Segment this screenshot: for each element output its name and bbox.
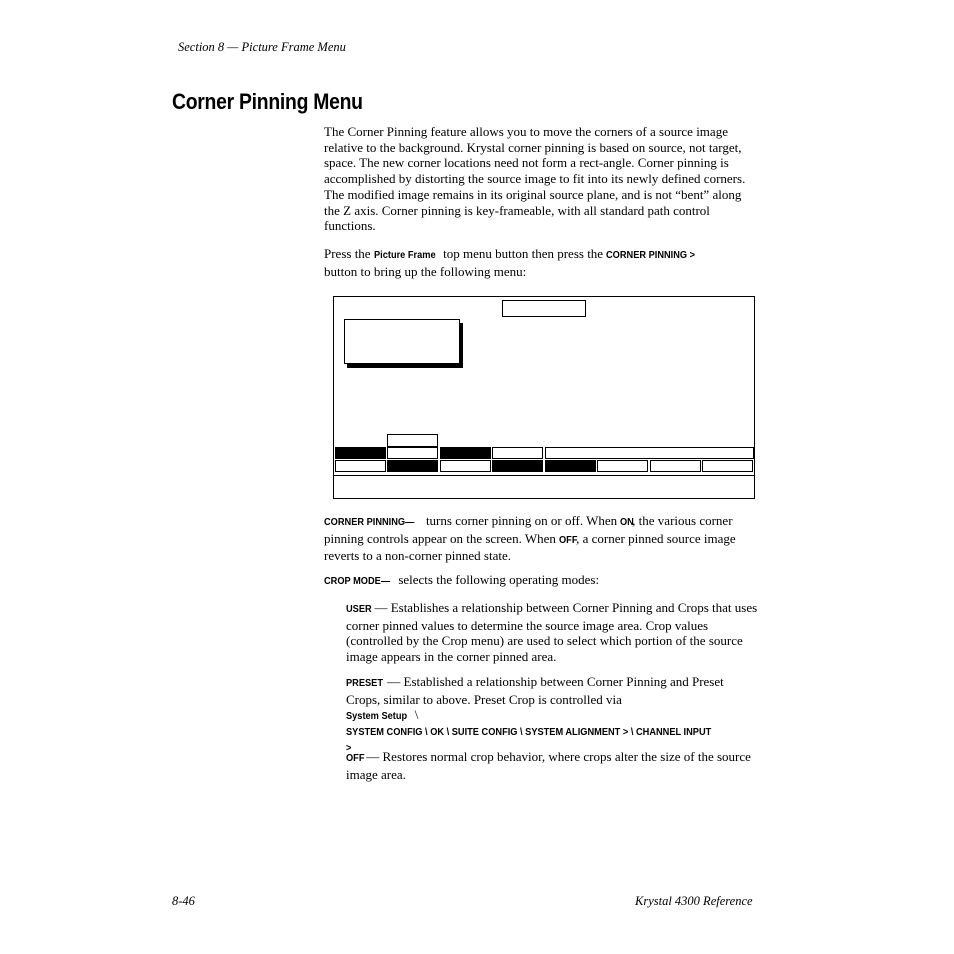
user-text: — Establishes a relationship between Corner Pinning and Crops that uses corner pinned values to determine the source image area. Crop values (controlled by the Crop menu) are used to select which portion of the source image appears in the corner pinned area. <box>346 600 758 665</box>
press-instructions <box>324 246 759 279</box>
menu-button[interactable] <box>545 460 596 472</box>
menu-tab-top <box>387 434 438 447</box>
menu-button-wide[interactable] <box>545 447 754 459</box>
user-term: USER <box>346 603 372 615</box>
corner-pinning-text-3: , a corner pinned source image reverts to a non-corner pinned state. <box>324 530 736 564</box>
corner-pinning-description <box>324 513 759 564</box>
off-term: OFF <box>559 533 578 546</box>
corner-pinning-menu-figure <box>333 296 755 499</box>
on-term: ON <box>620 516 635 528</box>
menu-title-box <box>502 300 586 317</box>
off-mode-text: — Restores normal crop behavior, where crops alter the size of the source image area. <box>346 749 751 782</box>
preset-mode-description <box>346 674 759 757</box>
picture-frame-button-ref: Picture Frame <box>373 249 436 261</box>
page-number: 8-46 <box>172 894 195 908</box>
press-text-1: Press the <box>324 246 374 261</box>
menu-button[interactable] <box>492 460 543 472</box>
menu-button[interactable] <box>597 460 648 472</box>
menu-button[interactable] <box>387 460 438 472</box>
corner-pinning-term: CORNER PINNING— <box>324 516 415 528</box>
page-title: Corner Pinning Menu <box>172 89 363 114</box>
menu-button[interactable] <box>440 460 491 472</box>
off-mode-description <box>346 749 759 782</box>
corner-pinning-text-1: turns corner pinning on or off. When <box>422 513 621 528</box>
menu-button[interactable] <box>440 447 491 459</box>
corner-pinning-button-ref: CORNER PINNING > <box>606 249 696 261</box>
user-mode-description <box>346 600 759 665</box>
menu-info-panel <box>344 319 460 364</box>
path-separator: \ <box>411 707 419 723</box>
menu-button[interactable] <box>335 447 386 459</box>
menu-button[interactable] <box>492 447 543 459</box>
menu-button[interactable] <box>335 460 386 472</box>
corner-pinning-text-2: , the various corner pinning controls appear on the screen. When <box>324 513 733 546</box>
book-title: Krystal 4300 Reference <box>635 894 753 908</box>
press-text-2: top menu button then press the <box>439 246 607 261</box>
preset-term: PRESET <box>346 677 383 689</box>
system-config-path: SYSTEM CONFIG \ OK \ SUITE CONFIG \ SYSTEM ALIGNMENT > \ CHANNEL INPUT > <box>346 726 712 754</box>
preset-text: — Established a relationship between Corner Pinning and Preset Crops, similar to above. Preset Crop is controlled via <box>346 674 724 707</box>
press-text-3: button to bring up the following menu: <box>324 263 527 279</box>
crop-mode-text: selects the following operating modes: <box>395 572 600 587</box>
intro-text: The Corner Pinning feature allows you to move the corners of a source image relative to the background. Krystal corner pinning is based on source, not target, space. The new corner locations need not form a rect-angle. Corner pinning is accomplished by distorting the source image to fit into its newly defined corners. The modified image remains in its original source plane, and is not “bent” along the Z axis. Corner pinning is key-frameable, with all standard path control functions. <box>324 124 746 234</box>
running-head: Section 8 — Picture Frame Menu <box>178 40 346 54</box>
menu-button[interactable] <box>650 460 701 472</box>
crop-mode-description <box>324 572 759 590</box>
system-setup-path: System Setup <box>346 710 408 723</box>
menu-button[interactable] <box>387 447 438 459</box>
status-bar-divider <box>334 475 754 476</box>
off-mode-term: OFF <box>346 752 365 764</box>
menu-button[interactable] <box>702 460 753 472</box>
intro-paragraph <box>324 124 759 234</box>
crop-mode-term: CROP MODE— <box>324 575 391 587</box>
